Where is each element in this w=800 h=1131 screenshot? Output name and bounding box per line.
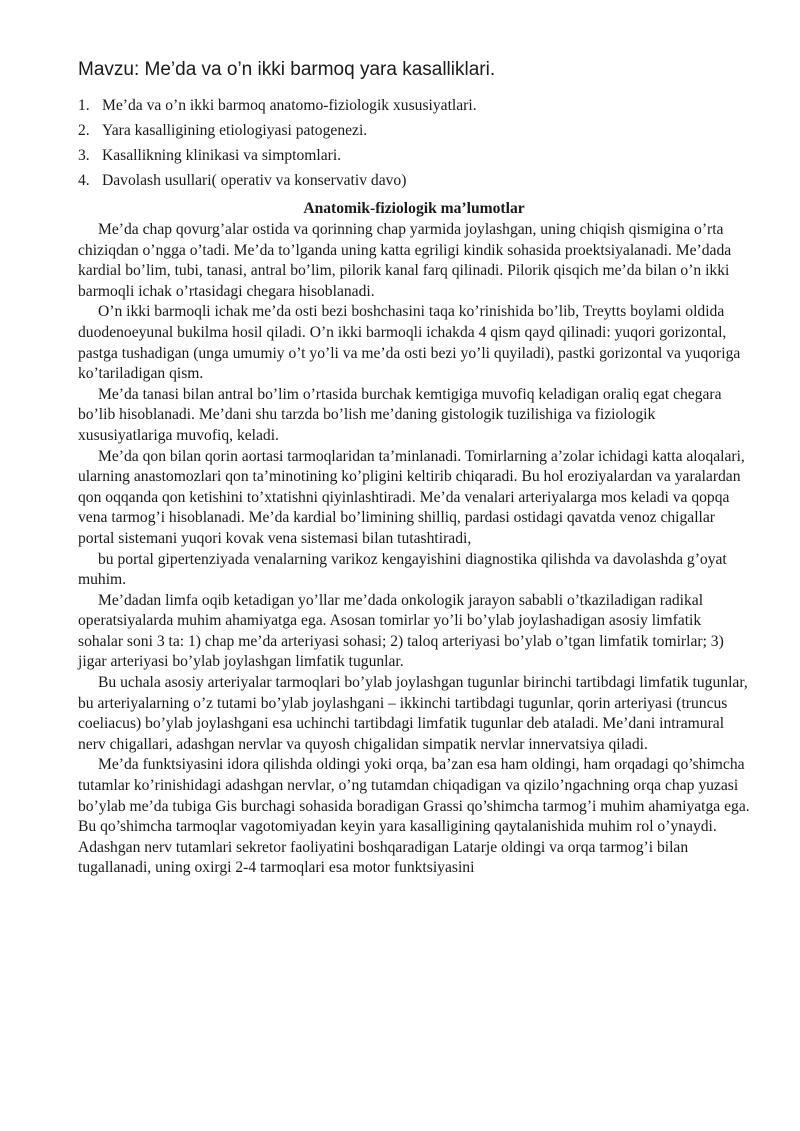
plan-item-text: Davolash usullari( operativ va konservativ davo)	[102, 172, 407, 189]
plan-item	[78, 93, 750, 118]
paragraph: bu portal gipertenziyada venalarning varikoz kengayishini diagnostika qilishda va davolashda g’oyat muhim.	[78, 550, 727, 589]
plan-item-text: Yara kasalligining etiologiyasi patogenezi.	[102, 122, 368, 139]
plan-list	[78, 93, 750, 193]
plan-item-number: 2.	[78, 122, 90, 139]
plan-item	[78, 118, 750, 143]
section-heading: Anatomik-fiziologik ma’lumotlar	[303, 200, 525, 217]
plan-item-number: 1.	[78, 97, 90, 114]
paragraph: O’n ikki barmoqli ichak me’da osti bezi boshchasini taqa ko’rinishida bo’lib, Treytts boylami oldida duodenoeyunal bukilma hosil qiladi. O’n ikki barmoqli ichakda 4 qism qayd qilinadi: yuqori gorizontal, pastga tushadigan (unga umumiy o’t yo’li va me’da osti bezi yo’li quyiladi), pastki gorizontal va yuqoriga ko’tariladigan qism.	[78, 303, 741, 383]
plan-item-number: 3.	[78, 147, 90, 164]
paragraph: Bu uchala asosiy arteriyalar tarmoqlari bo’ylab joylashgan tugunlar birinchi tartibdagi limfatik tugunlar, bu arteriyalarning o’z tutami bo’ylab joylashgani – ikkinchi tartibdagi tugunlar, qorin arteriyasi (truncus coeliacus) bo’ylab joylashgani esa uchinchi tartibdagi limfatik tugunlar deb ataladi. Me’dani intramural nerv chigallari, adashgan nervlar va quyosh chigalidan simpatik nervlar innervatsiya qiladi.	[78, 674, 748, 753]
paragraph: Me’dadan limfa oqib ketadigan yo’llar me’dada onkologik jarayon sababli o’tkaziladigan radikal operatsiyalarda muhim ahamiyatga ega. Asosan tomirlar yo’li bo’ylab joylashadigan asosiy limfatik sohalar soni 3 ta: 1) chap me’da arteriyasi sohasi; 2) taloq arteriyasi bo’ylab o’tgan limfatik tomirlar; 3) jigar arteriyasi bo’ylab joylashgan limfatik tugunlar.	[78, 591, 724, 671]
paragraph: Me’da chap qovurg’alar ostida va qorinning chap yarmida joylashgan, uning chiqish qismigina o’rta chiziqdan o’ngga o’tadi. Me’da to’lganda uning katta egriligi kindik sohasida proektsiyalanadi. Me’dada kardial bo’lim, tubi, tanasi, antral bo’lim, pilorik kanal farq qilinadi. Pilorik qisqich me’da bilan o’n ikki barmoqli ichak o’rtasidagi chegara hisoblanadi.	[78, 221, 732, 300]
plan-item-text: Kasallikning klinikasi va simptomlari.	[102, 147, 342, 164]
topic-title: Mavzu: Me’da va o’n ikki barmoq yara kasalliklari.	[78, 59, 496, 80]
plan-item-text: Me’da va o’n ikki barmoq anatomo-fiziologik xususiyatlari.	[102, 97, 477, 114]
plan-item-number: 4.	[78, 172, 90, 189]
paragraph: Me’da funktsiyasini idora qilishda oldingi yoki orqa, ba’zan esa ham oldingi, ham orqadagi qo’shimcha tutamlar ko’rinishidagi adashgan nervlar, o’ng tutamdan chiqadigan va qizilo’ngachning orqa chap yuzasi bo’ylab me’da tubiga Gis burchagi sohasida boradigan Grassi qo’shimcha tarmog’i muhim ahamiyatga ega. Bu qo’shimcha tarmoqlar vagotomiyadan keyin yara kasalligining qaytalanishida muhim rol o’ynaydi. Adashgan nerv tutamlari sekretor faoliyatini boshqaradigan Latarje oldingi va orqa tarmog’i bilan tugallanadi, uning oxirgi 2-4 tarmoqlari esa motor funktsiyasini	[78, 756, 750, 877]
plan-item	[78, 168, 750, 193]
plan-item	[78, 143, 750, 168]
paragraph: Me’da tanasi bilan antral bo’lim o’rtasida burchak kemtigiga muvofiq keladigan oraliq egat chegara bo’lib hisoblanadi. Me’dani shu tarzda bo’lish me’daning gistologik tuzilishiga va fiziologik xususiyatlariga muvofiq, keladi.	[78, 385, 722, 444]
paragraph: Me’da qon bilan qorin aortasi tarmoqlaridan ta’minlanadi. Tomirlarning a’zolar ichidagi katta aloqalari, ularning anastomozlari qon ta’minotining ko’pligini keltirib chiqaradi. Bu hol eroziyalardan va yaralardan qon oqqanda qon ketishini to’xtatishni qiyinlashtiradi. Me’da venalari arteriyalarga mos keladi va qopqa vena tarmog’i hisoblanadi. Me’da kardial bo’limining shilliq, pardasi ostidagi qavatda venoz chigallar portal sistemani yuqori kovak vena sistemasi bilan tutashtiradi,	[78, 447, 745, 547]
